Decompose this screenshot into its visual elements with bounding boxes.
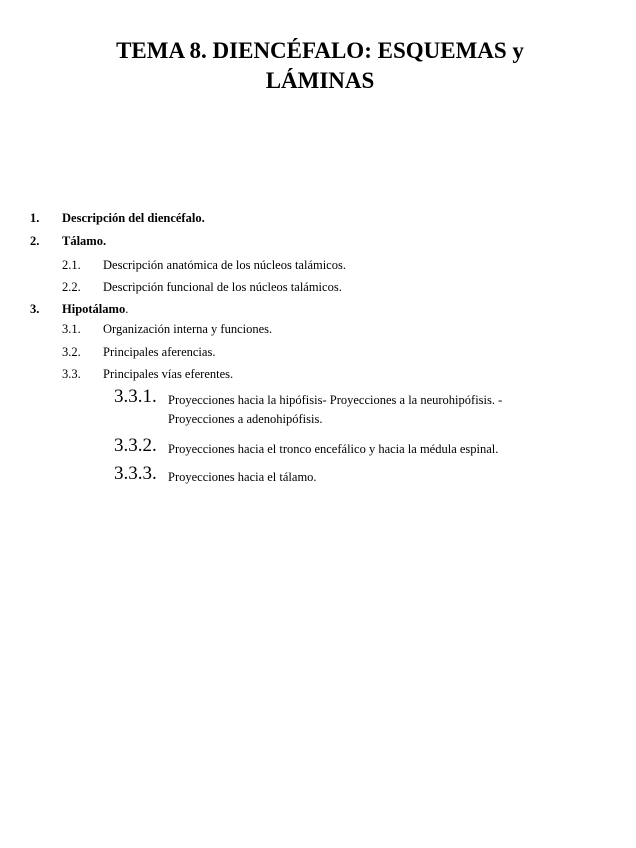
toc-item-number: 3.1. [62, 322, 81, 336]
toc-item-number: 2. [30, 234, 40, 248]
toc-item-text: Descripción funcional de los núcleos talámicos. [103, 280, 342, 294]
toc-item-text: Principales aferencias. [103, 345, 216, 359]
toc-item-text: Proyecciones hacia el tronco encefálico y hacia la médula espinal. [168, 442, 499, 456]
toc-item-number: 3.3.3. [114, 463, 157, 484]
toc-item-title: Hipotálamo [62, 302, 126, 316]
page-title [60, 36, 580, 96]
toc-item-number: 3. [30, 302, 40, 316]
toc-item-number: 2.1. [62, 258, 81, 272]
toc-item-text: Proyecciones hacia el tálamo. [168, 470, 317, 484]
toc-item-text: Proyecciones hacia la hipófisis- Proyecciones a la neurohipófisis. - Proyecciones a adenohipófisis. [168, 393, 503, 426]
toc-item-number: 3.2. [62, 345, 81, 359]
page-title-line-2: LÁMINAS [265, 68, 375, 93]
toc-item-text: Tálamo. [62, 234, 107, 248]
page-title-line-1: TEMA 8. DIENCÉFALO: ESQUEMAS y [116, 38, 524, 63]
toc-item-number: 3.3.1. [114, 386, 157, 407]
toc-item-number: 1. [30, 211, 40, 225]
toc-item-text [62, 301, 128, 317]
toc-item-text: Descripción del diencéfalo. [62, 211, 205, 225]
toc-item-text: Principales vías eferentes. [103, 367, 234, 381]
toc-item-number: 3.3.2. [114, 435, 157, 456]
toc-item-text: Organización interna y funciones. [103, 322, 273, 336]
toc-item-number: 3.3. [62, 367, 81, 381]
toc-item-number: 2.2. [62, 280, 81, 294]
toc-item-period: . [125, 302, 129, 316]
toc-item-text: Descripción anatómica de los núcleos talámicos. [103, 258, 346, 272]
